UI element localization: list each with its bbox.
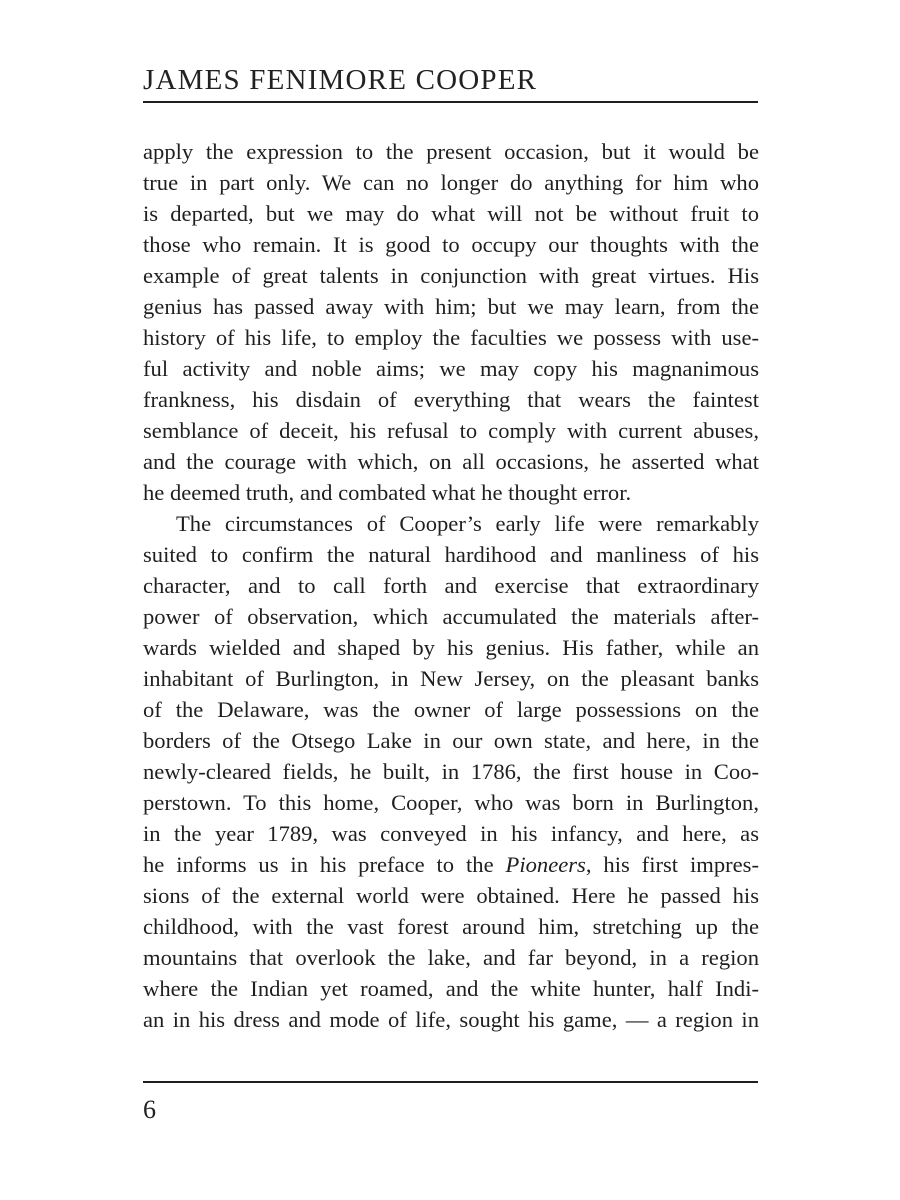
text-line: is departed, but we may do what will not be without fruit to <box>143 201 759 226</box>
paragraph-start-line: The circumstances of Cooper’s early life were remarkably <box>176 511 759 536</box>
text-line: in the year 1789, was conveyed in his infancy, and here, as <box>143 821 759 846</box>
header-rule <box>143 101 758 103</box>
text-line: true in part only. We can no longer do anything for him who <box>143 170 759 195</box>
text-line: childhood, with the vast forest around him, stretching up the <box>143 914 759 939</box>
text-line: wards wielded and shaped by his genius. His father, while an <box>143 635 759 660</box>
text-line: apply the expression to the present occasion, but it would be <box>143 139 759 164</box>
text-line: mountains that overlook the lake, and far beyond, in a region <box>143 945 759 970</box>
text-line: and the courage with which, on all occasions, he asserted what <box>143 449 759 474</box>
text-line: frankness, his disdain of everything that wears the faintest <box>143 387 759 412</box>
text-line: suited to confirm the natural hardihood and manliness of his <box>143 542 759 567</box>
body-text <box>143 136 759 1035</box>
text-segment: , his first impres- <box>585 852 760 877</box>
text-line: history of his life, to employ the faculties we possess with use- <box>143 325 759 350</box>
text-line: character, and to call forth and exercise that extraordinary <box>143 573 759 598</box>
text-line: sions of the external world were obtained. Here he passed his <box>143 883 759 908</box>
text-line-with-italic <box>143 849 759 880</box>
text-line: ful activity and noble aims; we may copy his magnanimous <box>143 356 759 381</box>
page-number: 6 <box>143 1095 156 1124</box>
text-line: semblance of deceit, his refusal to comply with current abuses, <box>143 418 759 443</box>
text-line: an in his dress and mode of life, sought his game, — a region in <box>143 1007 759 1032</box>
text-segment: he informs us in his preface to the <box>143 852 506 877</box>
text-line: where the Indian yet roamed, and the white hunter, half Indi- <box>143 976 759 1001</box>
text-line: newly-cleared fields, he built, in 1786, the first house in Coo- <box>143 759 759 784</box>
text-line: example of great talents in conjunction with great virtues. His <box>143 263 759 288</box>
text-line: perstown. To this home, Cooper, who was born in Burlington, <box>143 790 759 815</box>
text-line: inhabitant of Burlington, in New Jersey, on the pleasant banks <box>143 666 759 691</box>
italic-book-title: Pioneers <box>505 852 586 877</box>
text-line: power of observation, which accumulated the materials after- <box>143 604 759 629</box>
text-line: those who remain. It is good to occupy our thoughts with the <box>143 232 759 257</box>
text-line: of the Delaware, was the owner of large possessions on the <box>143 697 759 722</box>
paragraph-end-line: he deemed truth, and combated what he thought error. <box>143 480 632 505</box>
footer-rule <box>143 1081 758 1083</box>
text-line: genius has passed away with him; but we may learn, from the <box>143 294 759 319</box>
running-head: JAMES FENIMORE COOPER <box>143 64 538 96</box>
text-line: borders of the Otsego Lake in our own state, and here, in the <box>143 728 759 753</box>
